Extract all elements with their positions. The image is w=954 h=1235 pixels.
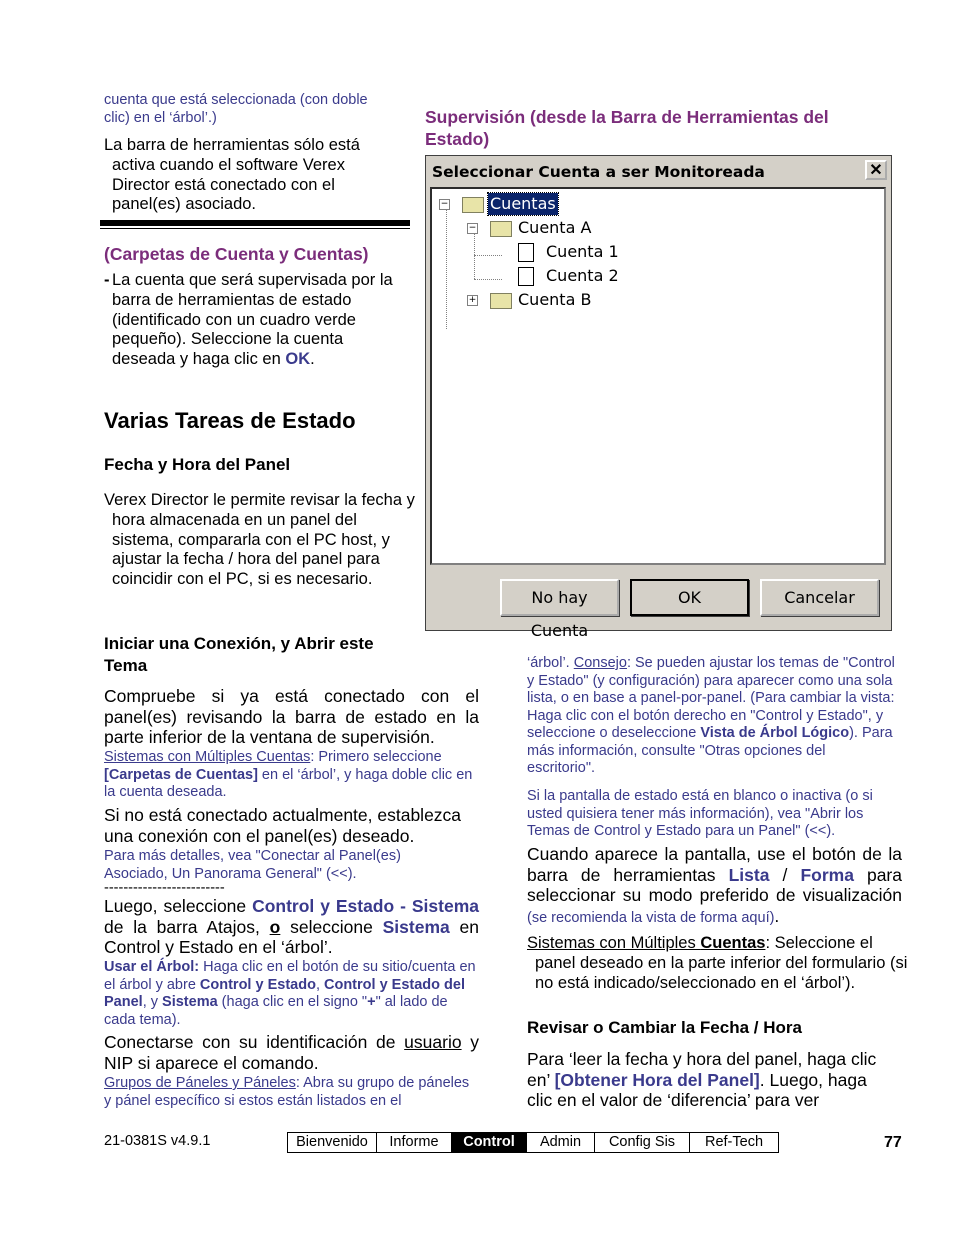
section-divider xyxy=(100,220,410,226)
tab-ref-tech[interactable]: Ref-Tech xyxy=(704,1134,764,1150)
close-icon[interactable]: ✕ xyxy=(865,160,887,180)
obtener-hora-button-ref: [Obtener Hora del Panel] xyxy=(554,1069,760,1090)
lista-keyword: Lista xyxy=(728,864,770,885)
usar-bold4: Sistema xyxy=(162,994,218,1010)
usar-text1: Haga clic en el botón de su sitio/cuenta en el árbol y abre xyxy=(104,959,476,993)
folder-icon xyxy=(490,293,512,309)
sistemas-link[interactable]: Sistemas con Múltiples Cuentas xyxy=(104,749,311,765)
usar-bold3: Control y Estado del Panel xyxy=(104,976,465,1010)
cuando-text1: Cuando aparece la pantalla, use el botón de la barra de herramientas xyxy=(527,844,902,885)
continued-note: cuenta que está seleccionada (con doble clic) en el ‘árbol’.) xyxy=(104,92,368,126)
arbol-text2: : Se pueden ajustar los temas de "Control y Estado" (y configuración) para aparecer como una sola lista, o en base a panel-por-panel. (Para cambiar la vista: Haga clic con el botón derecho en "Control y Estado", y seleccione o deseleccione xyxy=(527,655,895,741)
luego-text3: seleccione xyxy=(280,916,383,937)
luego-paragraph xyxy=(104,896,479,958)
para-leer-text2: . Luego, haga clic en el valor de ‘diferencia’ para ver xyxy=(527,1069,867,1110)
cancel-button[interactable]: Cancelar xyxy=(760,579,879,616)
para-mas-note: Para más detalles, vea "Conectar al Panel(es) Asociado, Un Panorama General" (<<). xyxy=(104,848,401,882)
carpetas-text: La cuenta que será supervisada por la barra de herramientas de estado (identificado con un cuadro verde pequeño). Seleccione la cuenta deseada y haga clic en xyxy=(112,271,393,369)
varias-tareas-heading: Varias Tareas de Estado xyxy=(104,408,356,433)
tree-line xyxy=(446,205,447,329)
cuando-period: . xyxy=(774,905,780,926)
plus-sign: + xyxy=(367,994,376,1010)
usuario-word: usuario xyxy=(404,1032,462,1052)
control-estado-sistema: Control y Estado - Sistema xyxy=(252,896,479,916)
usar-text4: " al lado de cada tema). xyxy=(104,994,448,1028)
tree-line xyxy=(474,255,502,256)
collapse-icon[interactable]: − xyxy=(440,199,449,209)
cuando-paragraph xyxy=(527,844,902,928)
carpetas-paragraph xyxy=(104,271,404,370)
si-no-paragraph: Si no está conectado actualmente, establezca una conexión con el panel(es) deseado. xyxy=(104,805,462,846)
tree-item-cuenta-a[interactable]: Cuenta A xyxy=(518,218,592,237)
ok-button[interactable]: OK xyxy=(630,579,749,616)
tree-item-cuenta-1[interactable]: Cuenta 1 xyxy=(546,242,619,261)
folder-icon xyxy=(490,221,512,237)
usar-text2: , y xyxy=(142,994,163,1010)
sistemas-rest1: : Primero seleccione xyxy=(310,749,442,765)
consejo-link[interactable]: Consejo xyxy=(573,655,627,671)
iniciar-heading: Iniciar una Conexión, y Abrir este Tema xyxy=(104,634,374,675)
grupos-note xyxy=(104,1075,479,1110)
conectarse-text: Conectarse con su identificación de xyxy=(104,1032,405,1052)
tab-admin[interactable]: Admin xyxy=(527,1133,595,1152)
fecha-paragraph: Verex Director le permite revisar la fecha y hora almacenada en un panel del sistema, compararla con el PC host, y ajustar la fecha / hora del panel para coincidir con el PC, si es necesario. xyxy=(104,491,415,589)
conectarse-text2: y NIP si aparece el comando. xyxy=(104,1032,479,1073)
account-document-icon xyxy=(518,267,534,286)
tree-line xyxy=(474,229,475,279)
sistemas-rest2: en el ‘árbol’, y haga doble clic en la cuenta deseada. xyxy=(104,766,473,800)
tab-bienvenido[interactable]: Bienvenido xyxy=(288,1133,377,1152)
sistemas-cuentas-paragraph xyxy=(527,934,910,993)
tree-item-cuenta-2[interactable]: Cuenta 2 xyxy=(546,266,619,285)
luego-text: Luego, seleccione xyxy=(104,896,253,916)
compruebe-paragraph: Compruebe si ya está conectado con el panel(es) revisando la barra de estado en la parte inferior de la ventana de supervisión. xyxy=(104,686,479,747)
ok-keyword: OK xyxy=(285,350,311,369)
conectarse-paragraph xyxy=(104,1032,479,1073)
dash-separator: ------------------------- xyxy=(104,880,225,896)
forma-keyword: Forma xyxy=(800,864,854,885)
arbol-text3: ). Para más información, consulte "Otras opciones del escritorio". xyxy=(527,725,893,776)
usar-label: Usar el Árbol: xyxy=(104,959,200,975)
revisar-heading: Revisar o Cambiar la Fecha / Hora xyxy=(527,1018,802,1037)
account-document-icon xyxy=(518,243,534,262)
tab-config-sis[interactable]: Config Sis xyxy=(595,1133,690,1152)
usar-text3: (haga clic en el signo " xyxy=(217,994,368,1010)
expand-icon[interactable]: + xyxy=(468,295,477,305)
no-account-button[interactable]: No hay Cuenta xyxy=(500,579,619,616)
tab-control[interactable]: Control xyxy=(452,1133,527,1152)
collapse-icon[interactable]: − xyxy=(468,223,477,233)
carpetas-heading: (Carpetas de Cuenta y Cuentas) xyxy=(104,244,369,264)
para-leer-text1: Para ‘leer la fecha y hora del panel, haga clic en’ xyxy=(527,1049,877,1090)
select-account-dialog xyxy=(425,155,892,640)
carpetas-bold: [Carpetas de Cuentas] xyxy=(104,766,258,783)
period: . xyxy=(310,350,315,369)
toolbar-paragraph: La barra de herramientas sólo está activa cuando el software Verex Director está conectado con el panel(es) asociado. xyxy=(104,136,360,214)
footer-nav xyxy=(287,1132,779,1153)
grupos-link[interactable]: Grupos de Páneles y Páneles xyxy=(104,1075,296,1091)
account-tree xyxy=(430,187,886,565)
sistemas-rest: : Seleccione el panel deseado en la parte inferior del formulario (si no está indicado/seleccionado en el ‘árbol’). xyxy=(535,934,908,992)
usar-comma: , xyxy=(315,976,324,993)
pantalla-blanco-note: Si la pantalla de estado está en blanco o inactiva (o si usted quisiera tener más información), vea "Abrir los Temas de Control y Estado para un Panel" (<<). xyxy=(527,788,873,839)
tree-item-cuentas[interactable]: Cuentas xyxy=(490,194,556,213)
section-divider-thin xyxy=(100,228,410,229)
sistemas-note xyxy=(104,749,479,802)
arbol-tip-note xyxy=(527,655,897,778)
recommendation-note: (se recomienda la vista de forma aquí) xyxy=(527,909,775,926)
tab-informe[interactable]: Informe xyxy=(377,1133,452,1152)
cuando-text2: para seleccionar su modo preferido de visualización xyxy=(527,864,902,905)
or-keyword: o xyxy=(269,916,281,937)
sistema-keyword: Sistema xyxy=(382,916,450,937)
tree-item-cuenta-b[interactable]: Cuenta B xyxy=(518,290,592,309)
arbol-text1: ‘árbol’. xyxy=(527,655,574,671)
cuentas-bold: Cuentas xyxy=(700,934,766,952)
luego-text4: en Control y Estado en el ‘árbol’. xyxy=(104,916,480,957)
luego-text2: de la barra Atajos, xyxy=(104,916,270,937)
dialog-title: Seleccionar Cuenta a ser Monitoreada xyxy=(429,159,888,186)
fecha-hora-heading: Fecha y Hora del Panel xyxy=(104,455,291,474)
para-leer-paragraph xyxy=(527,1049,882,1111)
vista-arbol-bold: Vista de Árbol Lógico xyxy=(700,725,850,741)
usar-arbol-note xyxy=(104,959,479,1029)
slash: / xyxy=(769,864,801,885)
tree-line xyxy=(474,279,502,280)
page-number: 77 xyxy=(884,1134,902,1151)
grupos-rest: : Abra su grupo de páneles y pánel específico si estos están listados en el xyxy=(104,1075,470,1109)
doc-id: 21-0381S v4.9.1 xyxy=(104,1133,211,1149)
usar-bold2: Control y Estado xyxy=(199,976,316,993)
open-folder-icon xyxy=(462,197,484,213)
bullet-dash: - xyxy=(104,271,110,289)
supervision-heading: Supervisión (desde la Barra de Herramientas del Estado) xyxy=(425,107,829,149)
sistemas-link2[interactable]: Sistemas con Múltiples xyxy=(527,934,701,952)
